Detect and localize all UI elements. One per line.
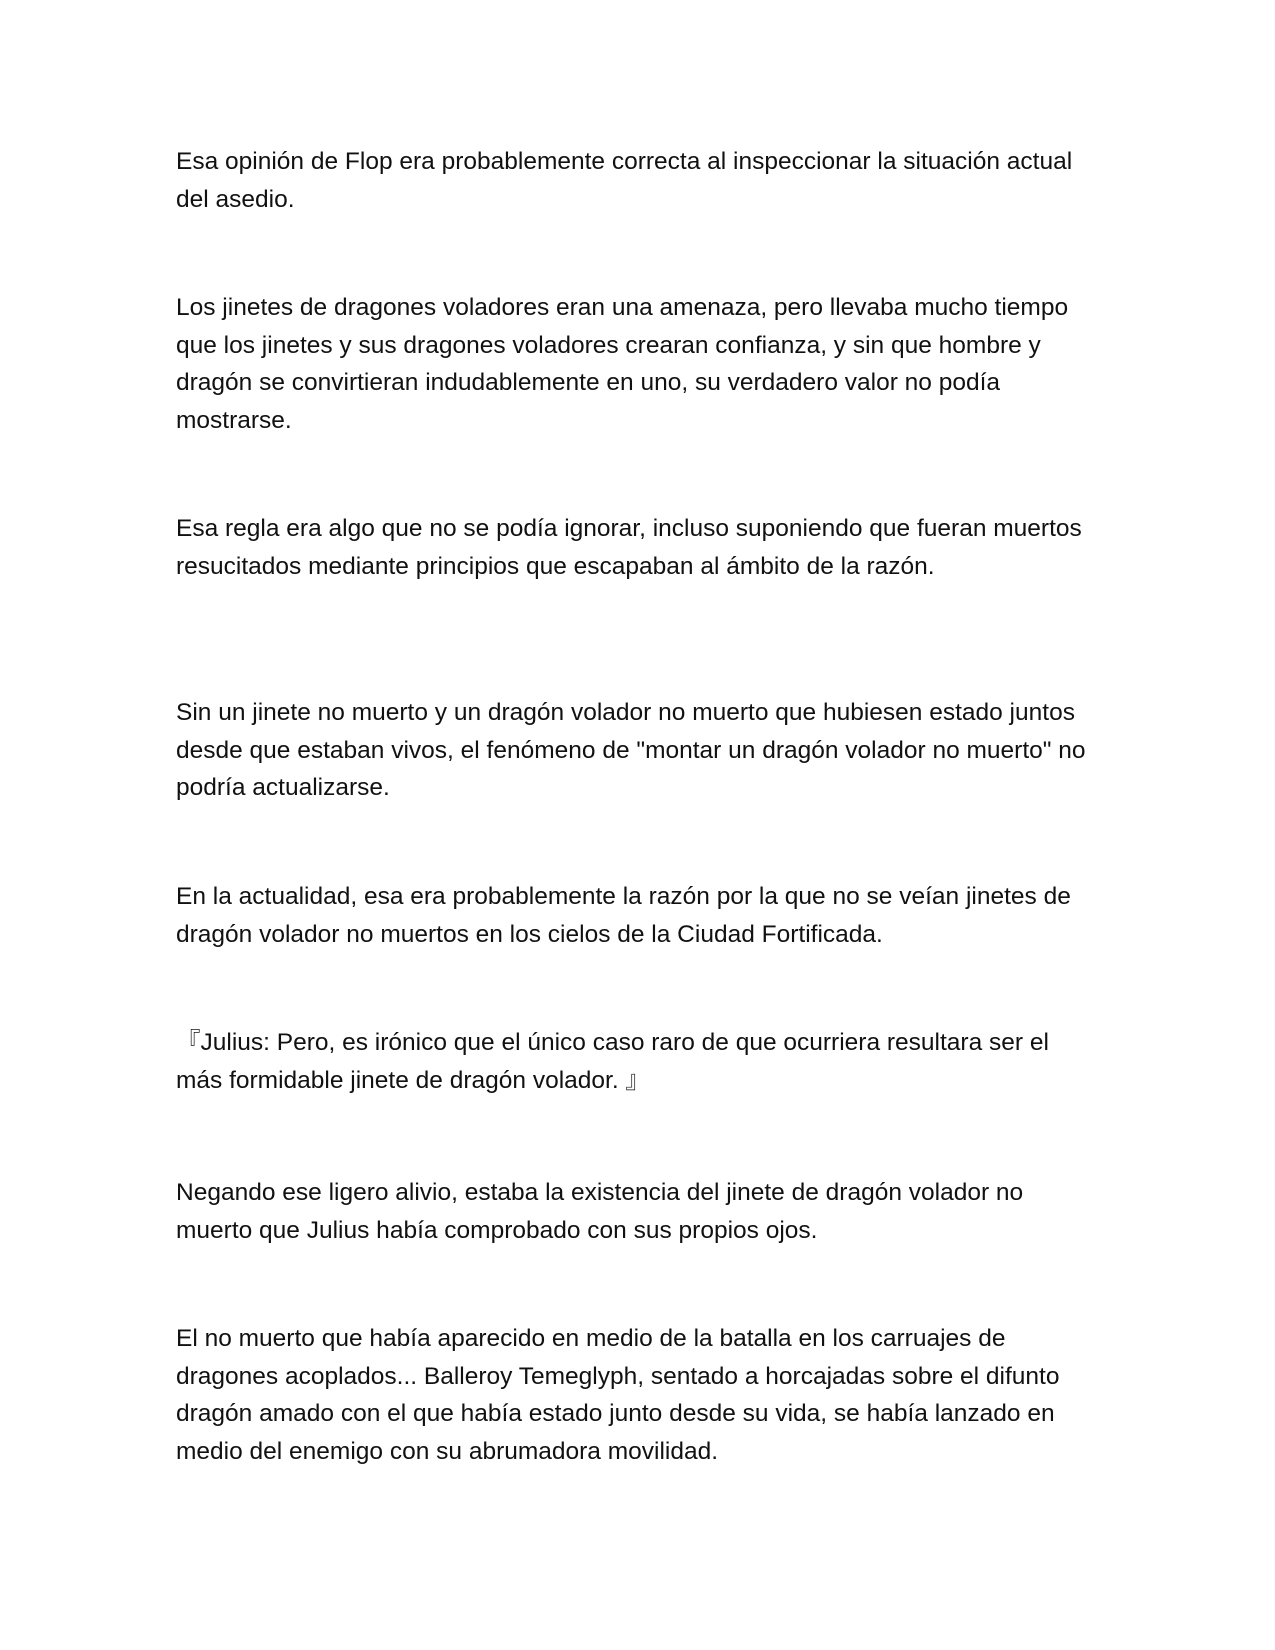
paragraph-2: Los jinetes de dragones voladores eran una amenaza, pero llevaba mucho tiempo que los jinetes y sus dragones voladores crearan confianza, y sin que hombre y dragón se convirtieran indudablemente en uno, su verdadero valor no podía mostrarse.	[176, 294, 1069, 434]
paragraph-5: En la actualidad, esa era probablemente la razón por la que no se veían jinetes de dragón volador no muertos en los cielos de la Ciudad Fortificada.	[176, 883, 1071, 948]
paragraph-7: Negando ese ligero alivio, estaba la existencia del jinete de dragón volador no muerto que Julius había comprobado con sus propios ojos.	[176, 1179, 1024, 1244]
paragraph-3: Esa regla era algo que no se podía ignorar, incluso suponiendo que fueran muertos resucitados mediante principios que escapaban al ámbito de la razón.	[176, 515, 1082, 580]
paragraph-4: Sin un jinete no muerto y un dragón volador no muerto que hubiesen estado juntos desde que estaban vivos, el fenómeno de "montar un dragón volador no muerto" no podría actualizarse.	[176, 699, 1086, 801]
paragraph-1: Esa opinión de Flop era probablemente correcta al inspeccionar la situación actual del asedio.	[176, 148, 1073, 213]
paragraph-6-quote: 『Julius: Pero, es irónico que el único caso raro de que ocurriera resultara ser el más formidable jinete de dragón volador. 』	[176, 1029, 1049, 1094]
paragraph-8: El no muerto que había aparecido en medio de la batalla en los carruajes de dragones acoplados... Balleroy Temeglyph, sentado a horcajadas sobre el difunto dragón amado con el que había estado junto desde su vida, se había lanzado en medio del enemigo con su abrumadora movilidad.	[176, 1325, 1060, 1465]
